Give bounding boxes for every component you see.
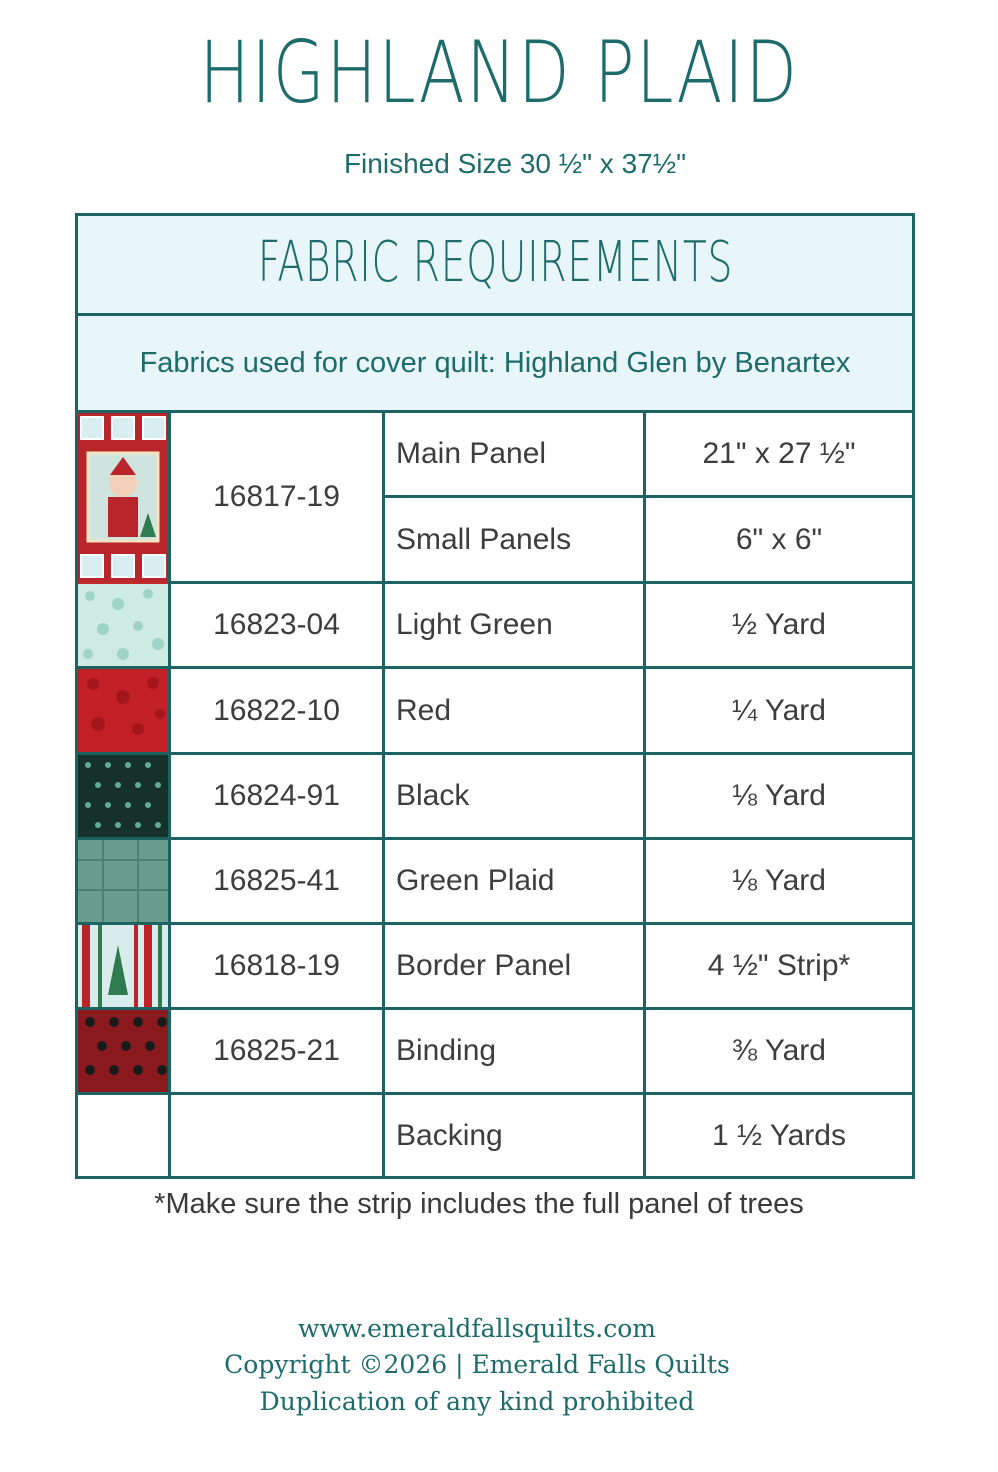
finished-size: Finished Size 30 ½" x 37½" xyxy=(343,148,687,179)
sku-cell xyxy=(171,1095,385,1176)
fabric-requirements-table xyxy=(75,213,915,1179)
amount-cell: 21" x 27 ½" xyxy=(646,413,912,498)
amount-cell: 6" x 6" xyxy=(646,498,912,584)
fabric-line-note: Fabrics used for cover quilt: Highland Glen by Benartex xyxy=(78,316,912,413)
footnote: *Make sure the strip includes the full panel of trees xyxy=(154,1188,804,1220)
border-stripe-image xyxy=(78,925,168,1007)
santa-panel-swatch-image xyxy=(78,413,168,581)
sku-cell: 16825-41 xyxy=(171,840,385,925)
swatch-border-panel xyxy=(78,925,171,1010)
swatch-red xyxy=(78,669,171,755)
sku-cell: 16824-91 xyxy=(171,755,385,840)
fabric-name-cell: Binding xyxy=(385,1010,646,1095)
plaid-pattern-image xyxy=(78,840,168,922)
amount-cell: ½ Yard xyxy=(646,584,912,669)
amount-cell: 4 ½" Strip* xyxy=(646,925,912,1010)
amount-cell: ¼ Yard xyxy=(646,669,912,755)
swatch-light-green xyxy=(78,584,171,669)
table-heading-text: FABRIC REQUIREMENTS xyxy=(257,230,733,295)
fabric-name-cell: Main Panel xyxy=(385,413,646,498)
sku-cell: 16825-21 xyxy=(171,1010,385,1095)
snowflake-pattern-image xyxy=(78,584,168,666)
page-title: HIGHLAND PLAID xyxy=(199,23,799,123)
sku-cell: 16823-04 xyxy=(171,584,385,669)
amount-cell: ⅜ Yard xyxy=(646,1010,912,1095)
swatch-binding xyxy=(78,1010,171,1095)
fabric-name-cell: Border Panel xyxy=(385,925,646,1010)
sku-cell: 16818-19 xyxy=(171,925,385,1010)
table-heading xyxy=(78,216,912,316)
swatch-backing-empty xyxy=(78,1095,171,1176)
swatch-black xyxy=(78,755,171,840)
website-link[interactable]: www.emeraldfallsquilts.com xyxy=(298,1314,656,1343)
fabric-name-cell: Red xyxy=(385,669,646,755)
sku-cell: 16817-19 xyxy=(171,413,385,584)
fabric-name-cell: Black xyxy=(385,755,646,840)
sku-cell: 16822-10 xyxy=(171,669,385,755)
amount-cell: ⅛ Yard xyxy=(646,840,912,925)
duplication-notice: Duplication of any kind prohibited xyxy=(259,1387,695,1416)
swatch-green-plaid xyxy=(78,840,171,925)
fabric-name-cell: Green Plaid xyxy=(385,840,646,925)
black-pattern-image xyxy=(78,755,168,837)
fabric-name-cell: Light Green xyxy=(385,584,646,669)
copyright: Copyright ©2026 | Emerald Falls Quilts xyxy=(224,1350,730,1379)
fabric-grid xyxy=(78,413,912,1176)
red-pattern-image xyxy=(78,669,168,752)
binding-pattern-image xyxy=(78,1010,168,1092)
amount-cell: ⅛ Yard xyxy=(646,755,912,840)
fabric-name-cell: Backing xyxy=(385,1095,646,1176)
swatch-panel xyxy=(78,413,171,584)
fabric-name-cell: Small Panels xyxy=(385,498,646,584)
amount-cell: 1 ½ Yards xyxy=(712,1118,846,1152)
